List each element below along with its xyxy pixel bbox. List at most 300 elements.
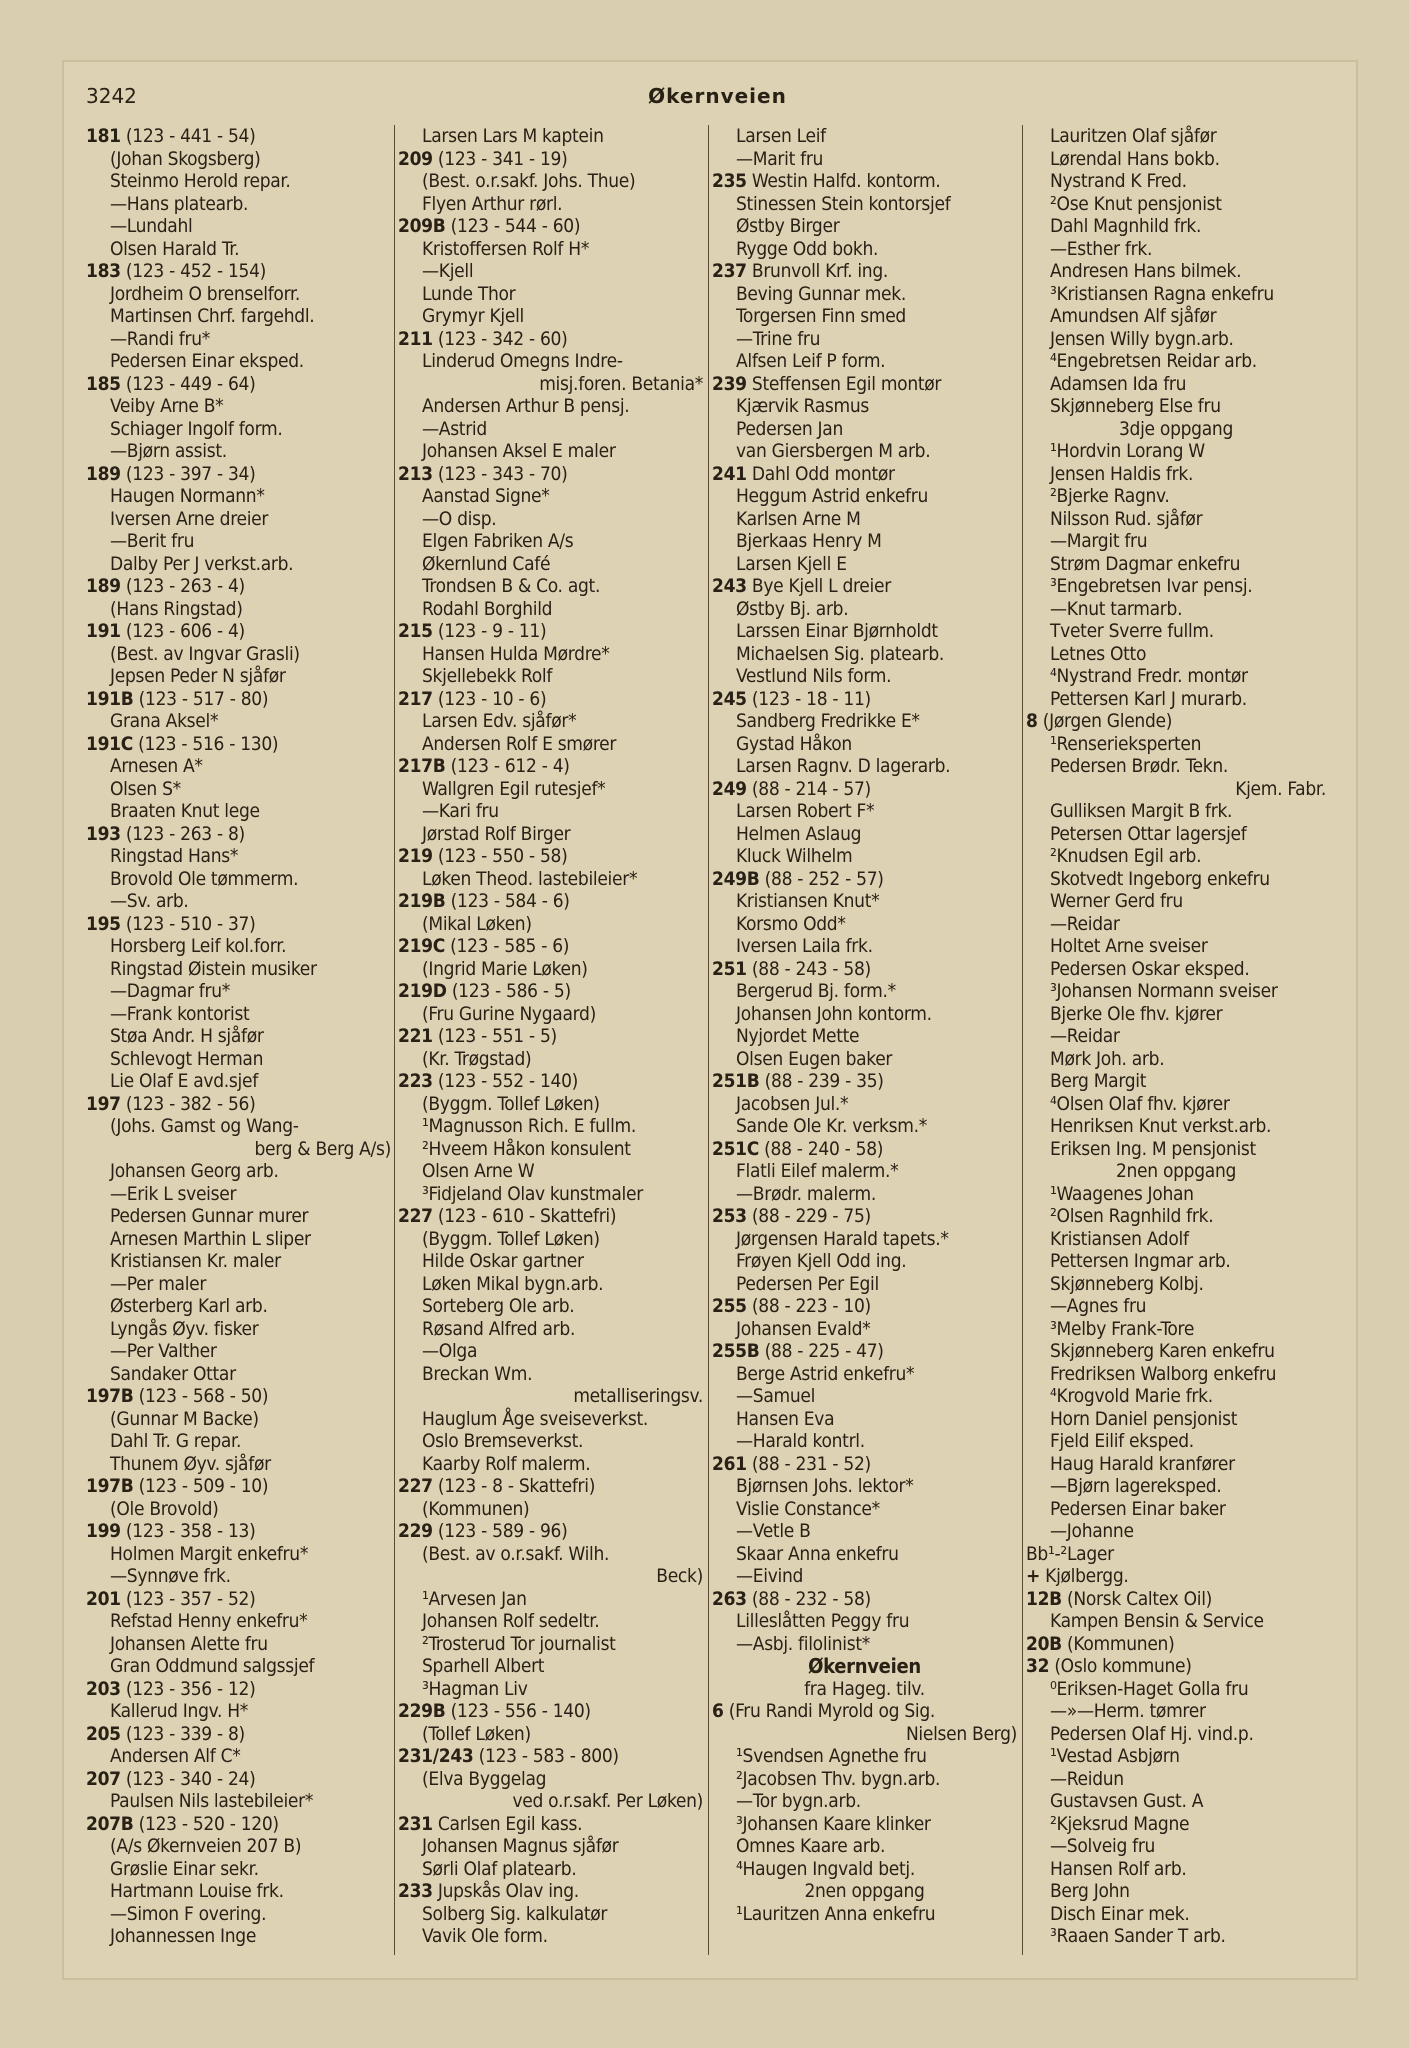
line-text: (123 - 568 - 50) <box>133 1385 269 1407</box>
line-text: —Margit fru <box>1050 530 1148 552</box>
directory-line <box>712 418 1017 441</box>
line-text: ¹Arvesen Jan <box>422 1587 527 1610</box>
house-number: 20B <box>1026 1632 1062 1655</box>
line-text: Kristoffersen Rolf H* <box>422 237 590 260</box>
line-text: (Elva Byggelag <box>422 1767 547 1790</box>
line-text: Paulsen Nils lastebileier* <box>110 1790 314 1812</box>
line-text: Pedersen Jan <box>736 417 843 440</box>
line-text: Jensen Haldis frk. <box>1050 462 1194 485</box>
line-text: Petersen Ottar lagersjef <box>1050 822 1247 845</box>
line-text: Iversen Arne dreier <box>110 507 269 530</box>
line-text: (Fru Randi Myrold og Sig. <box>723 1700 936 1722</box>
directory-line <box>398 1610 703 1633</box>
line-text: (88 - 231 - 52) <box>746 1452 871 1475</box>
directory-line <box>86 755 391 778</box>
address-entry <box>712 868 1017 891</box>
house-number: 8 <box>1026 710 1038 732</box>
line-text: (Mikal Løken) <box>422 912 532 935</box>
directory-line <box>86 598 391 621</box>
line-text: Sande Ole Kr. verksm.* <box>736 1115 927 1137</box>
directory-line <box>86 710 391 733</box>
line-text: ³Raaen Sander T arb. <box>1050 1925 1226 1947</box>
directory-line <box>398 193 703 216</box>
line-text: Røsand Alfred arb. <box>422 1317 576 1340</box>
line-text: Holtet Arne sveiser <box>1050 935 1208 957</box>
line-text: (88 - 252 - 57) <box>759 867 884 890</box>
line-text: Michaelsen Sig. platearb. <box>736 642 945 665</box>
line-text: —Solveig fru <box>1050 1835 1156 1857</box>
directory-line <box>1026 238 1326 261</box>
line-text: —Samuel <box>736 1385 816 1407</box>
line-text: Linderud Omegns Indre- <box>422 350 623 372</box>
directory-line <box>1026 440 1326 463</box>
house-number: 207B <box>86 1812 134 1835</box>
line-text: —Sv. arb. <box>110 890 189 912</box>
line-text: Hansen Hulda Mørdre* <box>422 642 610 665</box>
directory-line <box>86 1700 391 1723</box>
directory-line <box>86 395 391 418</box>
directory-line <box>1026 1520 1326 1543</box>
line-text: Pedersen Einar eksped. <box>110 350 304 372</box>
line-text: Bjerke Ole fhv. kjører <box>1050 1002 1223 1025</box>
address-entry <box>712 260 1017 283</box>
directory-line <box>1026 193 1326 216</box>
directory-line <box>86 485 391 508</box>
line-text: ⁴Engebretsen Reidar arb. <box>1050 350 1257 372</box>
line-text: (123 - 263 - 4) <box>120 575 245 597</box>
line-text: (123 - 517 - 80) <box>133 687 269 710</box>
directory-line <box>712 620 1017 643</box>
line-text: (88 - 225 - 47) <box>759 1340 884 1362</box>
line-text: —Knut tarmarb. <box>1050 597 1183 620</box>
line-text: (123 - 606 - 4) <box>120 620 245 642</box>
directory-line <box>1026 553 1326 576</box>
line-text: Nystrand K Fred. <box>1050 170 1187 192</box>
directory-line <box>712 1768 1017 1791</box>
directory-line <box>1026 1138 1326 1161</box>
directory-line <box>1026 215 1326 238</box>
line-text: (88 - 214 - 57) <box>746 777 871 800</box>
directory-line <box>398 1430 703 1453</box>
directory-line <box>712 148 1017 171</box>
directory-line <box>1026 913 1326 936</box>
directory-line <box>1026 1430 1326 1453</box>
line-text: ²Olsen Ragnhild frk. <box>1050 1205 1214 1227</box>
directory-line <box>712 395 1017 418</box>
line-text: —Berit fru <box>110 530 195 552</box>
line-text: —Simon F overing. <box>110 1902 267 1925</box>
line-text: —Reidun <box>1050 1767 1124 1790</box>
line-text: Skjønneberg Else fru <box>1050 395 1221 417</box>
directory-line <box>86 238 391 261</box>
line-text: —Harald kontrl. <box>736 1430 865 1452</box>
directory-line <box>398 1588 703 1611</box>
house-number: 191 <box>86 620 121 642</box>
line-text: ³Fidjeland Olav kunstmaler <box>422 1182 643 1205</box>
directory-line <box>398 530 703 553</box>
address-entry <box>712 958 1017 981</box>
line-text: ³Melby Frank-Tore <box>1050 1317 1195 1340</box>
directory-line <box>1026 1025 1326 1048</box>
line-text: Jensen Willy bygn.arb. <box>1050 327 1234 350</box>
line-text: Werner Gerd fru <box>1050 890 1183 912</box>
directory-line <box>1026 575 1326 598</box>
directory-line <box>398 1003 703 1026</box>
directory-line <box>86 1250 391 1273</box>
house-number: 197B <box>86 1385 134 1407</box>
directory-line <box>1026 733 1326 756</box>
line-text: Gulliksen Margit B frk. <box>1050 800 1233 822</box>
directory-line <box>712 1318 1017 1341</box>
line-text: Westin Halfd. kontorm. <box>746 170 941 192</box>
directory-line <box>712 1430 1017 1453</box>
directory-line <box>86 1070 391 1093</box>
directory-line <box>86 283 391 306</box>
directory-line <box>1026 1295 1326 1318</box>
directory-line <box>712 1903 1017 1926</box>
directory-line <box>712 1025 1017 1048</box>
line-text: —Vetle B <box>736 1520 811 1542</box>
line-text: Skjønneberg Kolbj. <box>1050 1272 1204 1295</box>
line-text: (88 - 223 - 10) <box>746 1295 871 1317</box>
line-text: ²Knudsen Egil arb. <box>1050 845 1202 867</box>
line-text: Aanstad Signe* <box>422 485 550 507</box>
directory-line <box>398 283 703 306</box>
directory-line <box>712 1745 1017 1768</box>
address-entry <box>86 1768 391 1791</box>
address-entry <box>1026 1565 1326 1588</box>
directory-line <box>398 1295 703 1318</box>
directory-line <box>712 1498 1017 1521</box>
directory-line <box>398 868 703 891</box>
directory-line <box>1026 868 1326 891</box>
line-text: —Asbj. filolinist* <box>736 1632 870 1655</box>
directory-line <box>1026 1678 1326 1701</box>
line-text: Kluck Wilhelm <box>736 845 853 867</box>
line-text: (Best. av o.r.sakf. Wilh. <box>422 1542 610 1565</box>
line-text: Lørendal Hans bokb. <box>1050 147 1220 170</box>
directory-line <box>1026 1813 1326 1836</box>
line-text: (Tollef Løken) <box>422 1722 531 1745</box>
line-text: —Erik L sveiser <box>110 1182 237 1205</box>
address-entry <box>86 688 391 711</box>
directory-line <box>86 643 391 666</box>
line-text: (123 - 449 - 64) <box>120 372 256 395</box>
address-entry <box>398 1025 703 1048</box>
line-text: Larsen Ragnv. D lagerarb. <box>736 755 951 777</box>
directory-line <box>1026 1858 1326 1881</box>
directory-line <box>1026 283 1326 306</box>
directory-line <box>398 643 703 666</box>
line-text: Pedersen Per Egil <box>736 1272 879 1295</box>
line-text: Breckan Wm. <box>422 1362 533 1385</box>
line-text: Grymyr Kjell <box>422 305 524 327</box>
line-text: Kjærvik Rasmus <box>736 395 869 417</box>
address-entry <box>86 575 391 598</box>
address-entry <box>398 845 703 868</box>
address-entry <box>712 170 1017 193</box>
directory-line <box>86 1835 391 1858</box>
house-number: 217 <box>398 687 433 710</box>
directory-line <box>1026 1903 1326 1926</box>
address-entry <box>398 1745 703 1768</box>
line-text: —Dagmar fru* <box>110 980 230 1002</box>
house-number: 197 <box>86 1092 121 1115</box>
line-text: (123 - 610 - Skattefri) <box>432 1205 617 1227</box>
line-text: ¹Lauritzen Anna enkefru <box>736 1902 936 1925</box>
line-text: ved o.r.sakf. Per Løken) <box>512 1790 703 1812</box>
line-text: —Bjørn lagereksped. <box>1050 1475 1222 1497</box>
directory-line <box>86 508 391 531</box>
directory-line <box>86 935 391 958</box>
house-number: 243 <box>712 575 747 597</box>
line-text: Nilsson Rud. sjåfør <box>1050 507 1203 530</box>
directory-line <box>398 418 703 441</box>
house-number: 191B <box>86 687 134 710</box>
house-number: 183 <box>86 260 121 282</box>
directory-line <box>86 215 391 238</box>
line-text: Løken Theod. lastebileier* <box>422 867 638 890</box>
line-text: (Best. o.r.sakf. Johs. Thue) <box>422 170 636 192</box>
directory-line <box>1026 1768 1326 1791</box>
directory-line <box>86 1565 391 1588</box>
line-text: ⁴Olsen Olaf fhv. kjører <box>1050 1092 1230 1115</box>
directory-line <box>712 935 1017 958</box>
address-entry <box>398 1520 703 1543</box>
line-text: Bergerud Bj. form.* <box>736 980 896 1002</box>
directory-line <box>86 1430 391 1453</box>
line-text: (Kommunen) <box>422 1497 530 1520</box>
line-text: (123 - 551 - 5) <box>432 1025 557 1047</box>
directory-line <box>712 845 1017 868</box>
directory-line <box>86 868 391 891</box>
directory-line <box>1026 935 1326 958</box>
line-text: Jørstad Rolf Birger <box>422 822 571 845</box>
line-text: Johansen Alette fru <box>110 1632 268 1655</box>
house-number: 191C <box>86 732 134 755</box>
directory-line <box>86 1858 391 1881</box>
directory-line <box>398 575 703 598</box>
line-text: (123 - 510 - 37) <box>120 912 256 935</box>
address-entry <box>712 575 1017 598</box>
address-entry <box>712 1700 1017 1723</box>
line-text: Støa Andr. H sjåfør <box>110 1025 264 1047</box>
directory-line <box>86 440 391 463</box>
address-entry <box>398 215 703 238</box>
line-text: Dahl Odd montør <box>746 462 895 485</box>
address-entry <box>398 1070 703 1093</box>
line-text: ¹Magnusson Rich. E fullm. <box>422 1115 636 1137</box>
line-text: Bjørnsen Johs. lektor* <box>736 1475 914 1497</box>
line-text: Brunvoll Krf. ing. <box>746 260 889 282</box>
directory-line <box>1026 890 1326 913</box>
address-entry <box>1026 1655 1326 1678</box>
line-text: Berg John <box>1050 1880 1130 1902</box>
line-text: fra Hageg. tilv. <box>804 1677 925 1700</box>
line-text: Flatli Eilef malerm.* <box>736 1160 899 1182</box>
directory-line <box>712 598 1017 621</box>
house-number: 263 <box>712 1587 747 1610</box>
line-text: ¹Renserieksperten <box>1050 732 1202 755</box>
line-text: (123 - 516 - 130) <box>133 732 279 755</box>
directory-line <box>1026 800 1326 823</box>
line-text: (123 - 342 - 60) <box>432 327 568 350</box>
line-text: (Ole Brovold) <box>110 1497 219 1520</box>
directory-line <box>1026 1610 1326 1633</box>
line-text: Lyngås Øyv. fisker <box>110 1317 259 1340</box>
line-text: Kristiansen Knut* <box>736 890 880 912</box>
line-text: Omnes Kaare arb. <box>736 1835 886 1857</box>
house-number: 199 <box>86 1520 121 1542</box>
line-text: ⁴Krogvold Marie frk. <box>1050 1385 1213 1407</box>
line-text: Steffensen Egil montør <box>746 372 942 395</box>
directory-line <box>398 1160 703 1183</box>
line-text: Hansen Eva <box>736 1407 835 1430</box>
directory-line <box>86 1273 391 1296</box>
directory-line <box>1026 1925 1326 1948</box>
house-number: + <box>1026 1565 1041 1587</box>
directory-line <box>1026 1408 1326 1431</box>
house-number: 237 <box>712 260 747 282</box>
line-text: (123 - 339 - 8) <box>120 1722 245 1745</box>
directory-line <box>1026 350 1326 373</box>
line-text: Skaar Anna enkefru <box>736 1542 899 1565</box>
directory-line <box>712 440 1017 463</box>
line-text: Kampen Bensin & Service <box>1050 1610 1264 1632</box>
address-entry <box>398 980 703 1003</box>
house-number: 193 <box>86 822 121 845</box>
line-text: Haugen Normann* <box>110 485 265 507</box>
house-number: 227 <box>398 1475 433 1497</box>
line-text: Horsberg Leif kol.forr. <box>110 935 287 957</box>
line-text: Sørli Olaf platearb. <box>422 1857 577 1880</box>
line-text: Disch Einar mek. <box>1050 1902 1190 1925</box>
line-text: (123 - 356 - 12) <box>120 1677 256 1700</box>
line-text: —Olga <box>422 1340 478 1362</box>
line-text: ³Johansen Kaare klinker <box>736 1812 931 1835</box>
directory-line <box>712 1183 1017 1206</box>
address-entry <box>398 620 703 643</box>
line-text: (Hans Ringstad) <box>110 597 243 620</box>
line-text: Vislie Constance* <box>736 1497 880 1520</box>
address-entry <box>712 1205 1017 1228</box>
directory-line <box>1026 1160 1326 1183</box>
address-entry <box>398 328 703 351</box>
address-entry <box>86 1678 391 1701</box>
directory-line <box>398 1498 703 1521</box>
line-text: Dahl Magnhild frk. <box>1050 215 1202 237</box>
line-text: Braaten Knut lege <box>110 800 260 822</box>
directory-line <box>712 980 1017 1003</box>
line-text: Veiby Arne B* <box>110 395 224 417</box>
house-number: 209 <box>398 147 433 170</box>
directory-line <box>398 1093 703 1116</box>
directory-line <box>712 1723 1017 1746</box>
line-text: Andersen Alf C* <box>110 1745 241 1767</box>
house-number: 189 <box>86 575 121 597</box>
line-text: —Hans platearb. <box>110 192 249 215</box>
line-text: (123 - 382 - 56) <box>120 1092 256 1115</box>
directory-line <box>86 1745 391 1768</box>
line-text: Løken Mikal bygn.arb. <box>422 1272 604 1295</box>
directory-line <box>398 1633 703 1656</box>
address-entry <box>712 1340 1017 1363</box>
directory-line <box>712 238 1017 261</box>
address-entry <box>86 1813 391 1836</box>
line-text: ¹Waagenes Johan <box>1050 1182 1194 1205</box>
line-text: Ringstad Øistein musiker <box>110 957 317 980</box>
line-text: ³Hagman Liv <box>422 1677 528 1700</box>
line-text: (123 - 556 - 140) <box>445 1700 591 1722</box>
line-text: Larsen Edv. sjåfør* <box>422 710 577 732</box>
line-text: Mørk Joh. arb. <box>1050 1047 1165 1070</box>
directory-line <box>86 1903 391 1926</box>
house-number: 245 <box>712 687 747 710</box>
line-text: Olsen Arne W <box>422 1160 535 1182</box>
line-text: Beving Gunnar mek. <box>736 282 907 305</box>
line-text: Larsen Lars M kaptein <box>422 125 604 147</box>
directory-line <box>398 1318 703 1341</box>
directory-line <box>398 485 703 508</box>
directory-line <box>712 913 1017 936</box>
address-entry <box>398 688 703 711</box>
directory-line <box>1026 170 1326 193</box>
house-number: 251B <box>712 1070 760 1092</box>
line-text: Jordheim O brenselforr. <box>110 282 301 305</box>
directory-line <box>86 193 391 216</box>
line-text: —Per Valther <box>110 1340 217 1362</box>
line-text: ⁴Nystrand Fredr. montør <box>1050 665 1248 687</box>
line-text: —Reidar <box>1050 1025 1120 1047</box>
line-text: —Marit fru <box>736 147 824 170</box>
directory-line <box>712 1678 1017 1701</box>
line-text: ³Kristiansen Ragna enkefru <box>1050 282 1274 305</box>
address-entry <box>86 260 391 283</box>
line-text: Pedersen Olaf Hj. vind.p. <box>1050 1722 1254 1745</box>
line-text: Horn Daniel pensjonist <box>1050 1407 1238 1430</box>
directory-line <box>712 1543 1017 1566</box>
line-text: (123 - 263 - 8) <box>120 822 245 845</box>
line-text: Hilde Oskar gartner <box>422 1250 584 1272</box>
house-number: 185 <box>86 372 121 395</box>
line-text: 2nen oppgang <box>804 1880 925 1902</box>
line-text: ²Bjerke Ragnv. <box>1050 485 1170 507</box>
directory-line <box>86 800 391 823</box>
directory-line <box>398 1228 703 1251</box>
house-number: 249B <box>712 867 760 890</box>
house-number: 233 <box>398 1880 433 1902</box>
line-text: ²Kjeksrud Magne <box>1050 1812 1190 1835</box>
line-text: Dahl Tr. G repar. <box>110 1430 242 1452</box>
directory-line <box>86 1790 391 1813</box>
line-text: Martinsen Chrf. fargehdl. <box>110 305 315 327</box>
address-entry <box>712 1295 1017 1318</box>
house-number: 229 <box>398 1520 433 1542</box>
line-text: Kjem. Fabr. <box>1235 777 1326 800</box>
line-text: Frøyen Kjell Odd ing. <box>736 1250 907 1272</box>
directory-line <box>1026 755 1326 778</box>
line-text: 3dje oppgang <box>1118 417 1233 440</box>
line-text: (123 - 343 - 70) <box>432 462 568 485</box>
line-text: —Kari fru <box>422 800 499 822</box>
address-entry <box>86 125 391 148</box>
house-number: 209B <box>398 215 446 237</box>
line-text: —Astrid <box>422 417 487 440</box>
address-entry <box>86 373 391 396</box>
line-text: Holmen Margit enkefru* <box>110 1542 309 1565</box>
directory-line <box>712 283 1017 306</box>
directory-line <box>1026 1273 1326 1296</box>
